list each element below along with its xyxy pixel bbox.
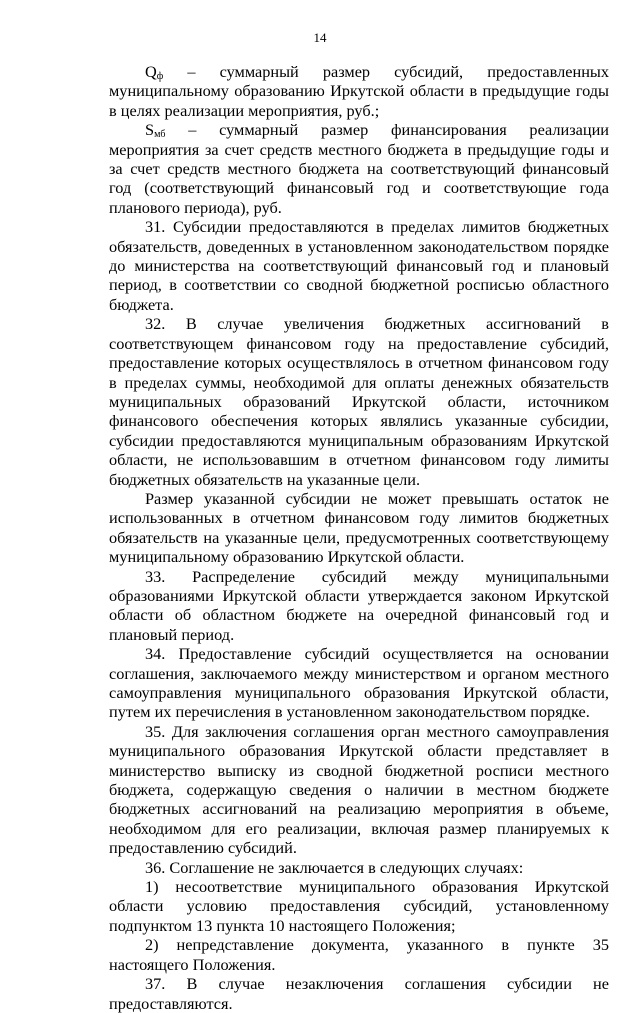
- document-body: [109, 62, 609, 1013]
- paragraph-33: 33. Распределение субсидий между муниципальными образованиями Иркутской области утверждается законом Иркутской области об областном бюджете на очередной финансовый год и плановый период.: [109, 566, 609, 644]
- paragraph-31: 31. Субсидии предоставляются в пределах лимитов бюджетных обязательств, доведенных в установленном законодательством порядке до министерства на соответствующий финансовый год и плановый период, в соответствии со сводной бюджетной росписью областного бюджета.: [109, 217, 609, 314]
- paragraph-32-subsidy-size: Размер указанной субсидии не может превышать остаток не использованных в отчетном финансовом году лимитов бюджетных обязательств на указанные цели, предусмотренных соответствующему муниципальному образованию Иркутской области.: [109, 488, 609, 567]
- paragraph-text: – суммарный размер субсидий, предоставленных муниципальному образованию Иркутской области в предыдущие годы в целях реализации мероприятия, руб.;: [109, 62, 609, 120]
- paragraph-34: 34. Предоставление субсидий осуществляется на основании соглашения, заключаемого между министерством и органом местного самоуправления муниципального образования Иркутской области, путем их перечисления в установленном законодательством порядке.: [109, 644, 609, 722]
- formula-symbol-qf: $Q_ф$: [145, 62, 164, 82]
- paragraph-35: 35. Для заключения соглашения орган местного самоуправления муниципального образования Иркутской области представляет в министерство выписку из сводной бюджетной росписи местного бюджета, содержащую сведения о наличии в местном бюджете бюджетных ассигнований на реализацию мероприятия в объеме, необходимом для его реализации, включая размер планируемых к предоставлению субсидий.: [109, 721, 609, 858]
- paragraph-smb-definition: [109, 120, 609, 217]
- page-number: 14: [313, 30, 327, 45]
- paragraph-qf-definition: [109, 62, 609, 120]
- formula-symbol-smb: $S_{мб}$: [145, 120, 166, 141]
- paragraph-text: – суммарный размер финансирования реализации мероприятия за счет средств местного бюджета в предыдущие годы и за счет средств местного бюджета на соответствующий финансовый год (соответствующий финансовый год и соответствующие года планового периода), руб.: [109, 120, 609, 217]
- paragraph-36-item-2: 2) непредставление документа, указанного в пункте 35 настоящего Положения.: [109, 935, 609, 974]
- paragraph-37: 37. В случае незаключения соглашения субсидии не предоставляются.: [109, 974, 609, 1013]
- paragraph-32: 32. В случае увеличения бюджетных ассигнований в соответствующем финансовом году на предоставление субсидий, предоставление которых осуществлялось в отчетном финансовом году в пределах суммы, необходимой для оплаты денежных обязательств муниципальных образований Иркутской области, источником финансового обеспечения которых являлись указанные субсидии, субсидии предоставляются муниципальным образованиям Иркутской области, не использовавшим в отчетном финансовом году лимиты бюджетных обязательств на указанные цели.: [109, 314, 609, 489]
- paragraph-36-item-1: 1) несоответствие муниципального образования Иркутской области условию предоставления субсидий, установленному подпунктом 13 пункта 10 настоящего Положения;: [109, 877, 609, 935]
- paragraph-36: 36. Соглашение не заключается в следующих случаях:: [145, 857, 524, 877]
